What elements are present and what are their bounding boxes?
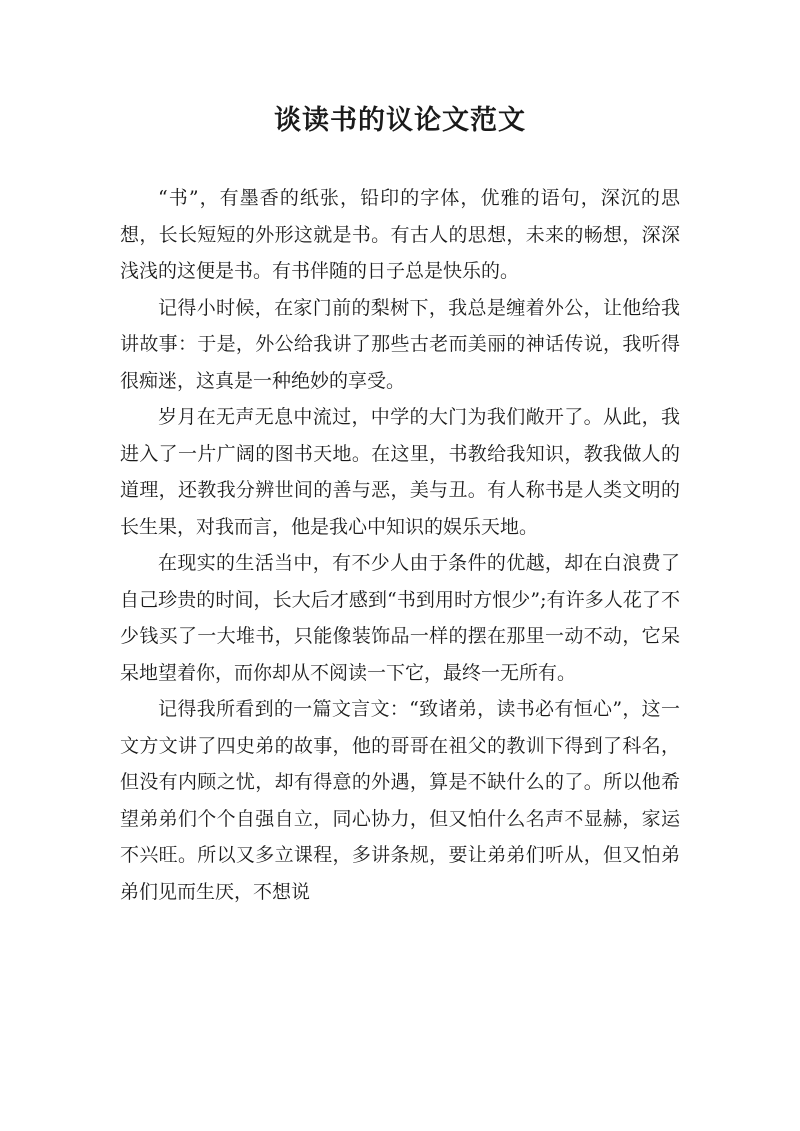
paragraph: 记得小时候，在家门前的梨树下，我总是缠着外公，让他给我讲故事：于是，外公给我讲了那些古老而美丽的神话传说，我听得很痴迷，这真是一种绝妙的享受。 <box>120 296 680 392</box>
paragraph: 在现实的生活当中，有不少人由于条件的优越，却在白浪费了自己珍贵的时间，长大后才感到“书到用时方恨少”;有许多人花了不少钱买了一大堆书，只能像装饰品一样的摆在那里一动不动，它呆呆地望着你，而你却从不阅读一下它，最终一无所有。 <box>120 552 680 684</box>
document-body <box>120 180 680 910</box>
paragraph: 岁月在无声无息中流过，中学的大门为我们敞开了。从此，我进入了一片广阔的图书天地。在这里，书教给我知识，教我做人的道理，还教我分辨世间的善与恶，美与丑。有人称书是人类文明的长生果，对我而言，他是我心中知识的娱乐天地。 <box>120 406 680 538</box>
paragraph: “书”，有墨香的纸张，铅印的字体，优雅的语句，深沉的思想，长长短短的外形这就是书。有古人的思想，未来的畅想，深深浅浅的这便是书。有书伴随的日子总是快乐的。 <box>120 187 680 282</box>
paragraph: 记得我所看到的一篇文言文：“致诸弟，读书必有恒心”，这一文方文讲了四史弟的故事，他的哥哥在祖父的教训下得到了科名，但没有内顾之忧，却有得意的外遇，算是不缺什么的了。所以他希望弟弟们个个自强自立，同心协力，但又怕什么名声不显赫，家运不兴旺。所以又多立课程，多讲条规，要让弟弟们听从，但又怕弟弟们见而生厌，不想说 <box>120 698 680 903</box>
document-title: 谈读书的议论文范文 <box>274 105 526 136</box>
